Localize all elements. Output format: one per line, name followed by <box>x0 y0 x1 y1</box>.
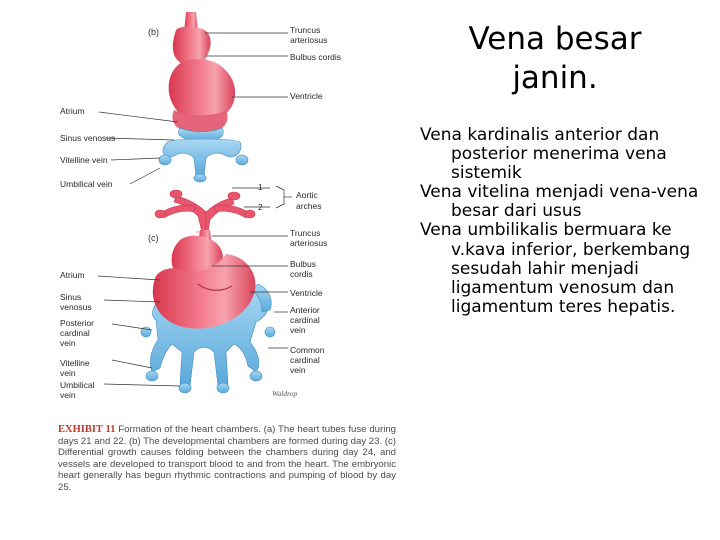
label-posterior-2: cardinal <box>60 328 90 338</box>
label-posterior-1: Posterior <box>60 318 95 328</box>
label-umbilical-b: Umbilical vein <box>60 179 113 189</box>
veins-b <box>159 128 248 182</box>
label-arteriosus-c: arteriosus <box>290 238 328 248</box>
bullet-item: Vena kardinalis anterior dan posterior menerima vena sistemik <box>420 125 667 184</box>
label-atrium-c: Atrium <box>60 270 85 280</box>
label-ventricle-c: Ventricle <box>290 288 323 298</box>
label-bulbus-c: Bulbus <box>290 259 316 269</box>
heart-tube-b <box>169 12 235 134</box>
label-sinus-1: Sinus <box>60 292 82 302</box>
label-umbilical-2: vein <box>60 390 76 400</box>
slide-title: Vena besar janin. <box>468 21 642 96</box>
label-anterior-2: cardinal <box>290 315 320 325</box>
label-umbilical-1: Umbilical <box>60 380 95 390</box>
aortic-arches <box>155 190 255 232</box>
label-bulbus-b: Bulbus cordis <box>290 52 342 62</box>
figure-caption <box>58 424 396 494</box>
label-posterior-3: vein <box>60 338 76 348</box>
label-anterior-1: Anterior <box>290 305 320 315</box>
label-vitelline-b: Vitelline vein <box>60 155 108 165</box>
caption-text: Formation of the heart chambers. (a) The heart tubes fuse during days 21 and 22. (b) The developmental chambers are formed during day 23. (c) Differential growth causes folding between the chambers during day 24, and vessels are developed to transport blood to and from the heart. The embryonic heart generally has begun rhythmic contractions and pumping of blood by day 25. <box>58 424 396 493</box>
label-aortic: Aortic <box>296 190 318 200</box>
label-common-2: cardinal <box>290 355 320 365</box>
heart-c <box>153 230 256 329</box>
label-cordis-c: cordis <box>290 269 313 279</box>
bullet-item: Vena umbilikalis bermuara ke v.kava inferior, berkembang sesudah lahir menjadi ligamentum venosum dan ligamentum teres hepatis. <box>420 220 691 317</box>
label-atrium-b: Atrium <box>60 106 85 116</box>
label-vitelline-2: vein <box>60 368 76 378</box>
illustrator-credit: Waldrop <box>272 389 298 398</box>
label-truncus-c: Truncus <box>290 228 321 238</box>
label-vitelline-1: Vitelline <box>60 358 90 368</box>
bullet-list <box>420 126 710 317</box>
label-common-1: Common <box>290 345 325 355</box>
caption-title: EXHIBIT 11 <box>58 424 116 435</box>
panel-b-label: (b) <box>148 27 159 37</box>
arch-number-1: 1 <box>258 182 263 192</box>
label-common-3: vein <box>290 365 306 375</box>
arch-number-2: 2 <box>258 202 263 212</box>
label-truncus-b: Truncus <box>290 25 321 35</box>
label-anterior-3: vein <box>290 325 306 335</box>
label-ventricle-b: Ventricle <box>290 91 323 101</box>
bullet-item: Vena vitelina menjadi vena-vena besar dari usus <box>420 182 699 222</box>
label-sinus-2: venosus <box>60 302 92 312</box>
label-sinus-b: Sinus venosus <box>60 133 116 143</box>
panel-c-label: (c) <box>148 233 159 243</box>
label-arteriosus-b: arteriosus <box>290 35 328 45</box>
label-arches: arches <box>296 201 322 211</box>
